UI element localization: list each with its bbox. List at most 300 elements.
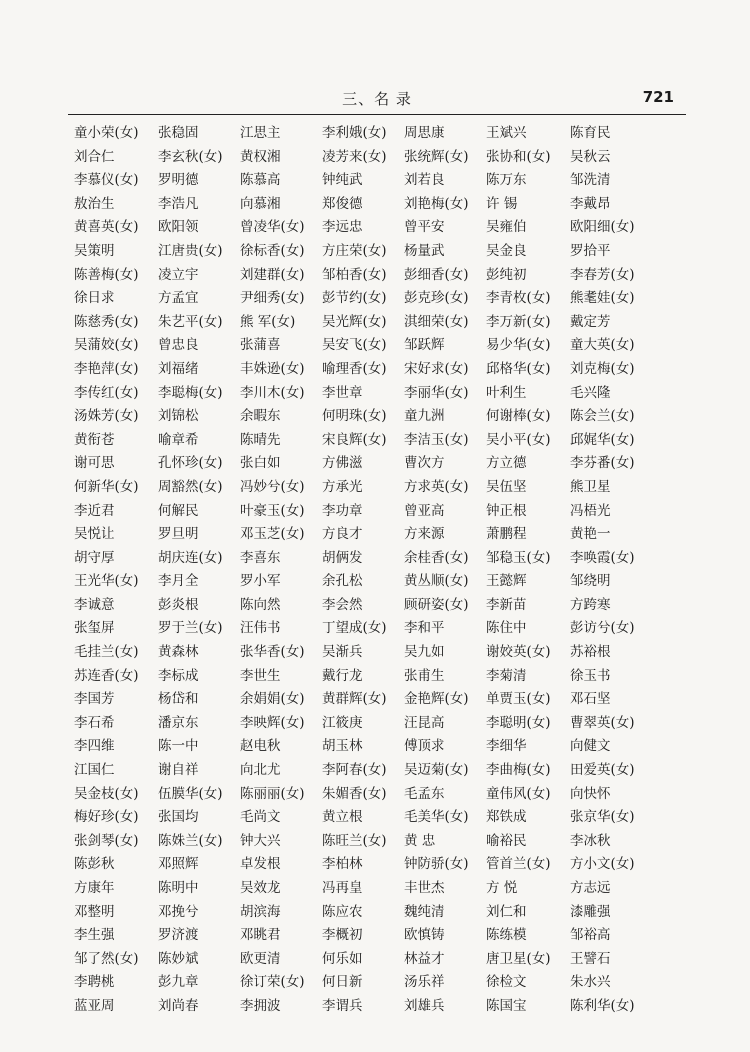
name-row [74,500,684,524]
name-entry: 邓挽兮 [158,903,199,920]
name-entry: 陈万东 [486,172,527,189]
name-entry: 喻理香(女) [322,360,387,377]
name-row [74,641,684,665]
name-entry: 戴行龙 [322,667,363,684]
name-row [74,334,684,358]
name-entry: 胡守厚 [74,549,115,566]
name-entry: 李青枚(女) [486,290,551,307]
name-row [74,971,684,995]
name-entry: 陈会兰(女) [570,408,635,425]
name-entry: 毛孟东 [404,785,445,802]
name-row [74,146,684,170]
name-entry: 凌芳来(女) [322,148,387,165]
name-entry: 张京华(女) [570,809,635,826]
name-entry: 李谓兵 [322,997,363,1014]
name-entry: 李玄秋(女) [158,148,223,165]
name-row [74,429,684,453]
name-entry: 毛尚文 [240,809,281,826]
name-entry: 李石希 [74,714,115,731]
name-row [74,264,684,288]
name-entry: 李浩凡 [158,195,199,212]
name-entry: 向慕湘 [240,195,281,212]
name-entry: 傅顶求 [404,738,445,755]
name-entry: 曾忠良 [158,337,199,354]
name-entry: 叶利生 [486,384,527,401]
name-entry: 汪伟书 [240,620,281,637]
name-entry: 何谢棒(女) [486,408,551,425]
name-entry: 李和平 [404,620,445,637]
name-entry: 李菊清 [486,667,527,684]
name-entry: 李柏林 [322,856,363,873]
name-row [74,523,684,547]
name-entry: 方承光 [322,478,363,495]
name-entry: 吴悦让 [74,526,115,543]
name-entry: 李冰秋 [570,832,611,849]
name-entry: 欧阳细(女) [570,219,635,236]
name-entry: 黄权湘 [240,148,281,165]
name-entry: 钟防骄(女) [404,856,469,873]
name-entry: 吴渐兵 [322,644,363,661]
name-entry: 蓝亚周 [74,997,115,1014]
name-entry: 谢自祥 [158,762,199,779]
name-row [74,452,684,476]
name-entry: 向快怀 [570,785,611,802]
name-entry: 吴雍伯 [486,219,527,236]
name-entry: 邹绕明 [570,573,611,590]
name-entry: 王光华(女) [74,573,139,590]
name-entry: 陈妙斌 [158,950,199,967]
name-entry: 罗明德 [158,172,199,189]
name-entry: 张协和(女) [486,148,551,165]
name-entry: 易少华(女) [486,337,551,354]
name-entry: 吴九如 [404,644,445,661]
name-row [74,806,684,830]
name-entry: 江筱庚 [322,714,363,731]
name-entry: 汤姝芳(女) [74,408,139,425]
name-entry: 熊 军(女) [240,313,296,330]
name-entry: 李芬番(女) [570,455,635,472]
name-entry: 陈旺兰(女) [322,832,387,849]
name-row [74,240,684,264]
name-entry: 罗小军 [240,573,281,590]
name-entry: 余桂香(女) [404,549,469,566]
name-entry: 漆雕强 [570,903,611,920]
name-entry: 丰姝逊(女) [240,360,305,377]
name-entry: 汤乐祥 [404,974,445,991]
name-row [74,193,684,217]
name-entry: 单贾玉(女) [486,691,551,708]
name-entry: 童大英(女) [570,337,635,354]
name-entry: 徐玉书 [570,667,611,684]
name-entry: 黄群辉(女) [322,691,387,708]
name-row [74,570,684,594]
name-row [74,948,684,972]
name-row [74,547,684,571]
name-entry: 朱水兴 [570,974,611,991]
name-entry: 吴光辉(女) [322,313,387,330]
page-header [68,86,686,115]
name-entry: 刘若良 [404,172,445,189]
name-entry: 冯妙兮(女) [240,478,305,495]
name-entry: 李喜东 [240,549,281,566]
name-entry: 李春芳(女) [570,266,635,283]
name-entry: 赵电秋 [240,738,281,755]
name-entry: 张稳固 [158,125,199,141]
name-entry: 李唤霞(女) [570,549,635,566]
name-entry: 李四维 [74,738,115,755]
name-entry: 李丽华(女) [404,384,469,401]
name-entry: 苏连香(女) [74,667,139,684]
name-entry: 曾平安 [404,219,445,236]
name-row [74,830,684,854]
name-entry: 吴迈菊(女) [404,762,469,779]
name-entry: 顾研姿(女) [404,596,469,613]
name-entry: 陈育民 [570,125,611,141]
name-entry: 方良才 [322,526,363,543]
name-entry: 李映辉(女) [240,714,305,731]
name-entry: 方庄荣(女) [322,242,387,259]
name-entry: 童小荣(女) [74,125,139,141]
name-entry: 邓整明 [74,903,115,920]
name-entry: 李利娥(女) [322,125,387,141]
name-entry: 苏裕根 [570,644,611,661]
name-entry: 谢可思 [74,455,115,472]
name-entry: 梅好珍(女) [74,809,139,826]
name-entry: 喻裕民 [486,832,527,849]
name-entry: 张国均 [158,809,199,826]
name-entry: 李近君 [74,502,115,519]
name-entry: 李洁玉(女) [404,431,469,448]
name-row [74,169,684,193]
name-entry: 方来源 [404,526,445,543]
name-entry: 李戴昂 [570,195,611,212]
name-entry: 宋良辉(女) [322,431,387,448]
name-entry: 徐标香(女) [240,242,305,259]
name-entry: 江国仁 [74,762,115,779]
name-row [74,759,684,783]
name-entry: 何新华(女) [74,478,139,495]
name-entry: 钟纯武 [322,172,363,189]
name-entry: 方立德 [486,455,527,472]
name-row [74,216,684,240]
name-entry: 李功章 [322,502,363,519]
name-entry: 朱媚香(女) [322,785,387,802]
name-entry: 黄立根 [322,809,363,826]
name-row [74,311,684,335]
name-entry: 陈慕高 [240,172,281,189]
name-entry: 方志远 [570,880,611,896]
name-entry: 李新苗 [486,596,527,613]
name-entry: 欧更清 [240,950,281,967]
name-entry: 李拥波 [240,997,281,1014]
name-entry: 金艳辉(女) [404,691,469,708]
name-entry: 黄艳一 [570,526,611,543]
name-entry: 陈姝兰(女) [158,832,223,849]
name-entry: 余娟娟(女) [240,691,305,708]
name-entry: 王斌兴 [486,125,527,141]
name-entry: 李聪梅(女) [158,384,223,401]
name-entry: 吴小平(女) [486,431,551,448]
name-entry: 陈练模 [486,927,527,944]
name-entry: 吴效龙 [240,880,281,896]
name-entry: 李诚意 [74,596,115,613]
name-entry: 杨岱和 [158,691,199,708]
name-entry: 陈住中 [486,620,527,637]
name-entry: 彭节约(女) [322,290,387,307]
name-row [74,877,684,901]
name-entry: 邹了然(女) [74,950,139,967]
name-entry: 向北尤 [240,762,281,779]
name-entry: 陈向然 [240,596,281,613]
name-entry: 邓照辉 [158,856,199,873]
name-row [74,924,684,948]
name-entry: 陈明中 [158,880,199,896]
name-entry: 喻章希 [158,431,199,448]
name-entry: 彭克珍(女) [404,290,469,307]
name-row [74,995,684,1019]
name-entry: 邓玉芝(女) [240,526,305,543]
name-entry: 彭纯初 [486,266,527,283]
name-entry: 彭炎根 [158,596,199,613]
name-entry: 方跨寒 [570,596,611,613]
name-entry: 刘雄兵 [404,997,445,1014]
name-entry: 向健文 [570,738,611,755]
name-entry: 魏纯清 [404,903,445,920]
name-row [74,783,684,807]
name-row [74,688,684,712]
name-entry: 李慕仪(女) [74,172,139,189]
name-entry: 胡滨海 [240,903,281,920]
name-entry: 邱娓华(女) [570,431,635,448]
name-entry: 李生强 [74,927,115,944]
name-entry: 林益才 [404,950,445,967]
name-entry: 李万新(女) [486,313,551,330]
name-entry: 何解民 [158,502,199,519]
name-entry: 李阿春(女) [322,762,387,779]
name-entry: 周思康 [404,125,445,141]
name-row [74,405,684,429]
name-entry: 张华香(女) [240,644,305,661]
name-entry: 冯梧光 [570,502,611,519]
name-entry: 李细华 [486,738,527,755]
name-entry: 王懿辉 [486,573,527,590]
name-row [74,853,684,877]
name-entry: 李艳萍(女) [74,360,139,377]
name-entry: 刘合仁 [74,148,115,165]
name-entry: 陈晴先 [240,431,281,448]
name-entry: 徐检文 [486,974,527,991]
name-entry: 叶豪玉(女) [240,502,305,519]
name-entry: 何明珠(女) [322,408,387,425]
name-entry: 钟正根 [486,502,527,519]
name-entry: 张甫生 [404,667,445,684]
name-entry: 黄喜英(女) [74,219,139,236]
name-row [74,358,684,382]
name-entry: 邹裕高 [570,927,611,944]
name-entry: 宋好求(女) [404,360,469,377]
name-entry: 丁望成(女) [322,620,387,637]
name-entry: 吴策明 [74,242,115,259]
name-entry: 黄 忠 [404,832,436,849]
name-entry: 陈国宝 [486,997,527,1014]
name-entry: 李概初 [322,927,363,944]
page-number: 721 [642,88,674,106]
name-entry: 李标成 [158,667,199,684]
name-entry: 陈利华(女) [570,997,635,1014]
name-entry: 方求英(女) [404,478,469,495]
name-entry: 彭访兮(女) [570,620,635,637]
name-entry: 陈丽丽(女) [240,785,305,802]
name-entry: 戴定芳 [570,313,611,330]
name-entry: 朱艺平(女) [158,313,223,330]
name-entry: 邹柏香(女) [322,266,387,283]
name-row [74,712,684,736]
running-title: 三、名 录 [342,90,412,108]
name-entry: 萧鹏程 [486,526,527,543]
name-entry: 吴秋云 [570,148,611,165]
name-entry: 冯再皇 [322,880,363,896]
name-entry: 陈善梅(女) [74,266,139,283]
name-entry: 吴蒲姣(女) [74,337,139,354]
name-entry: 曾凌华(女) [240,219,305,236]
name-entry: 罗拾平 [570,242,611,259]
name-entry: 徐日求 [74,290,115,307]
name-entry: 方小文(女) [570,856,635,873]
name-entry: 胡俩发 [322,549,363,566]
name-entry: 罗旦明 [158,526,199,543]
name-entry: 欧慎铸 [404,927,445,944]
name-entry: 吴伍坚 [486,478,527,495]
name-entry: 淇细荣(女) [404,313,469,330]
name-entry: 王譬石 [570,950,611,967]
name-entry: 刘克梅(女) [570,360,635,377]
name-entry: 熊卫星 [570,478,611,495]
name-entry: 李川木(女) [240,384,305,401]
name-entry: 李月全 [158,573,199,590]
name-entry: 李国芳 [74,691,115,708]
name-entry: 邓眺君 [240,927,281,944]
name-entry: 彭九章 [158,974,199,991]
name-entry: 毛兴隆 [570,384,611,401]
name-entry: 刘锦松 [158,408,199,425]
name-entry: 刘尚春 [158,997,199,1014]
name-entry: 张剑琴(女) [74,832,139,849]
name-entry: 罗济渡 [158,927,199,944]
name-entry: 胡玉林 [322,738,363,755]
name-entry: 许 锡 [486,195,518,212]
name-entry: 李世生 [240,667,281,684]
name-entry: 曹翠英(女) [570,714,635,731]
name-row [74,665,684,689]
name-entry: 张玺屏 [74,620,115,637]
name-entry: 刘福绪 [158,360,199,377]
name-row [74,594,684,618]
name-entry: 张白如 [240,455,281,472]
name-entry: 黄森林 [158,644,199,661]
name-entry: 卓发根 [240,856,281,873]
name-entry: 何乐如 [322,950,363,967]
name-entry: 杨量武 [404,242,445,259]
name-entry: 李聪明(女) [486,714,551,731]
name-entry: 李聘桃 [74,974,115,991]
name-entry: 童伟风(女) [486,785,551,802]
name-entry: 余暇东 [240,408,281,425]
name-entry: 刘艳梅(女) [404,195,469,212]
name-entry: 曾亚高 [404,502,445,519]
name-entry: 田爱英(女) [570,762,635,779]
name-entry: 邓石坚 [570,691,611,708]
name-entry: 孔怀珍(女) [158,455,223,472]
name-entry: 敖治生 [74,195,115,212]
name-entry: 何日新 [322,974,363,991]
name-entry: 童九洲 [404,408,445,425]
name-entry: 陈慈秀(女) [74,313,139,330]
name-row [74,287,684,311]
name-entry: 李世章 [322,384,363,401]
name-entry: 胡庆连(女) [158,549,223,566]
name-entry: 李远忠 [322,219,363,236]
name-entry: 尹细秀(女) [240,290,305,307]
name-list [74,122,684,1019]
name-entry: 汪昆高 [404,714,445,731]
name-entry: 刘建群(女) [240,266,305,283]
name-entry: 郑铁成 [486,809,527,826]
name-entry: 李传红(女) [74,384,139,401]
name-entry: 钟大兴 [240,832,281,849]
name-entry: 方孟宜 [158,290,199,307]
name-entry: 郑俊德 [322,195,363,212]
name-entry: 张统辉(女) [404,148,469,165]
name-entry: 彭细香(女) [404,266,469,283]
name-row [74,901,684,925]
name-row [74,476,684,500]
name-row [74,735,684,759]
name-entry: 余孔松 [322,573,363,590]
name-entry: 罗于兰(女) [158,620,223,637]
name-entry: 邹跃辉 [404,337,445,354]
name-entry: 吴金枝(女) [74,785,139,802]
name-entry: 邱格华(女) [486,360,551,377]
name-entry: 管首兰(女) [486,856,551,873]
name-entry: 丰世杰 [404,880,445,896]
name-entry: 刘仁和 [486,903,527,920]
name-entry: 邹稳玉(女) [486,549,551,566]
name-entry: 周豁然(女) [158,478,223,495]
name-entry: 江唐贵(女) [158,242,223,259]
name-entry: 谢姣英(女) [486,644,551,661]
name-entry: 邹洗清 [570,172,611,189]
name-entry: 吴金良 [486,242,527,259]
name-entry: 唐卫星(女) [486,950,551,967]
name-entry: 方佛滋 [322,455,363,472]
name-entry: 吴安飞(女) [322,337,387,354]
name-entry: 陈应农 [322,903,363,920]
name-entry: 李曲梅(女) [486,762,551,779]
name-entry: 方 悦 [486,880,518,896]
name-entry: 熊耄娃(女) [570,290,635,307]
name-entry: 李会然 [322,596,363,613]
name-entry: 陈一中 [158,738,199,755]
name-row [74,617,684,641]
name-entry: 伍膜华(女) [158,785,223,802]
name-entry: 潘京东 [158,714,199,731]
name-entry: 张蒲喜 [240,337,281,354]
name-entry: 江思主 [240,125,281,141]
name-entry: 曹次方 [404,455,445,472]
name-entry: 欧阳领 [158,219,199,236]
name-row [74,382,684,406]
name-entry: 毛美华(女) [404,809,469,826]
